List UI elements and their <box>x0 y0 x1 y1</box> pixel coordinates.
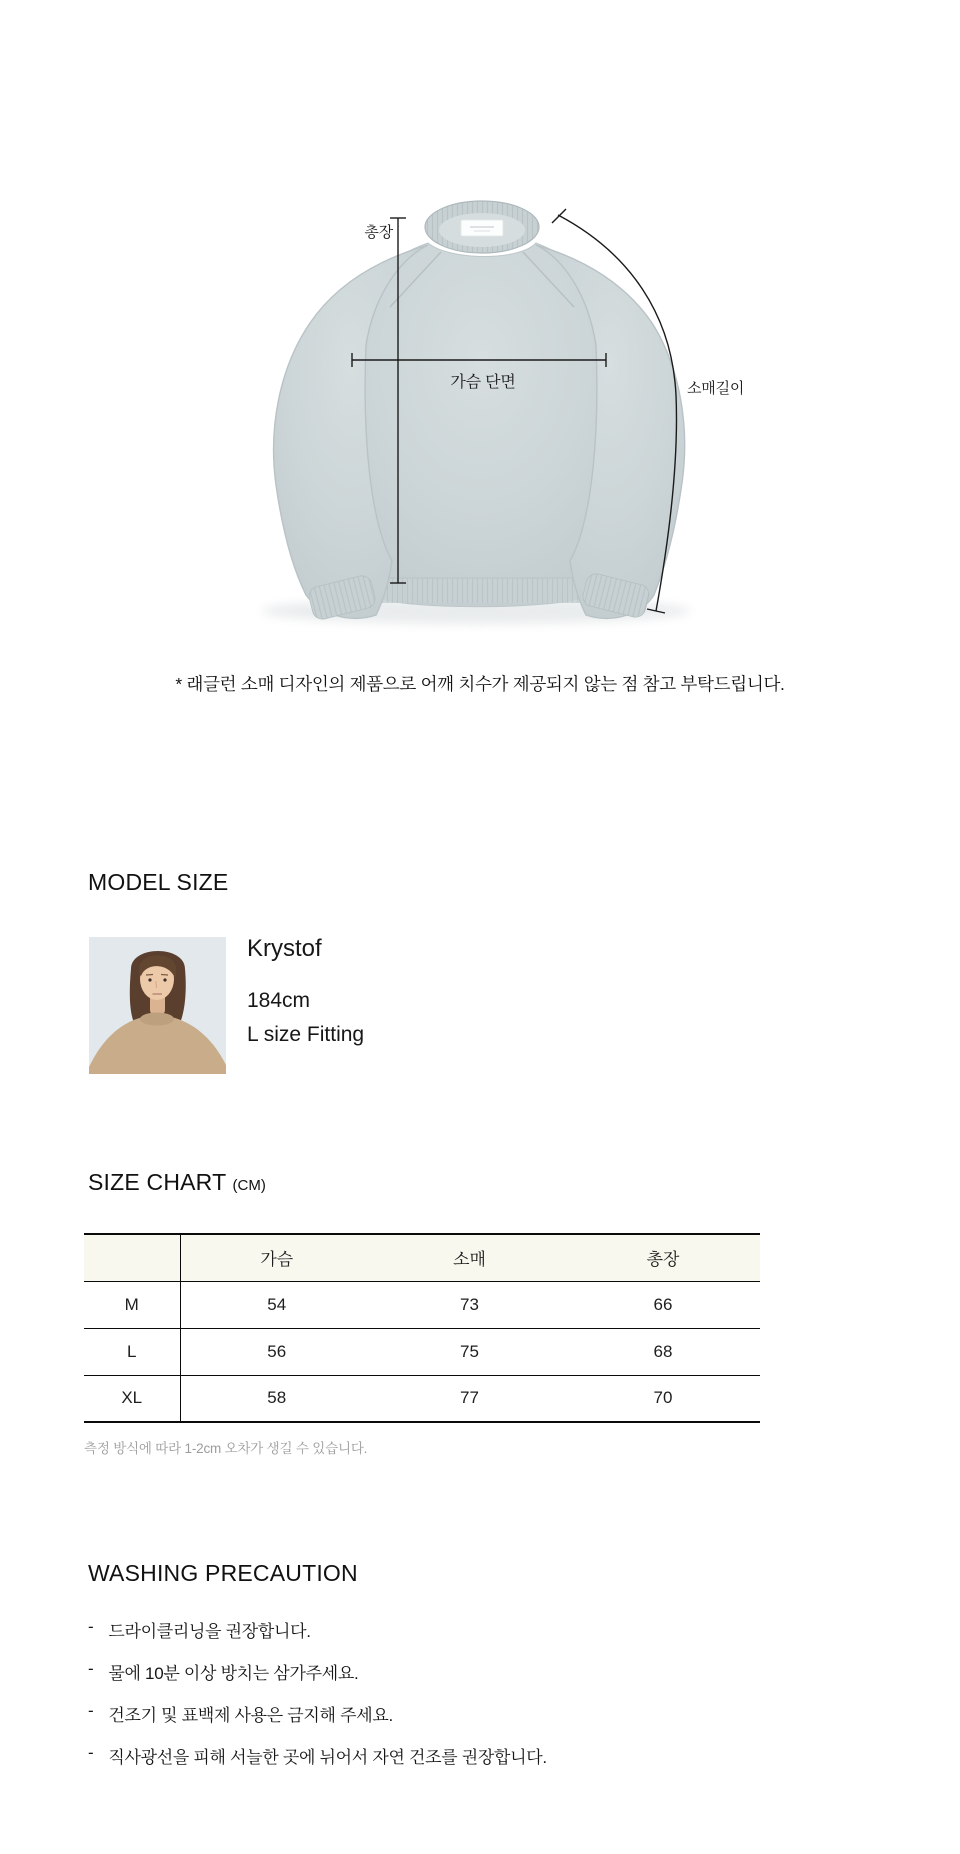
label-sleeve-length: 소매길이 <box>687 380 745 397</box>
bullet-dash: - <box>88 1617 94 1636</box>
bullet-dash: - <box>88 1659 94 1678</box>
washing-item-text: 물에 10분 이상 방치는 삼가주세요. <box>108 1664 359 1683</box>
bullet-dash: - <box>88 1701 94 1720</box>
model-photo <box>89 937 226 1074</box>
header-empty-cell <box>84 1234 180 1281</box>
model-height: 184cm <box>247 989 311 1012</box>
size-chart-title: SIZE CHART <box>88 1169 226 1195</box>
chest-value: 58 <box>267 1388 287 1408</box>
sleeve-value: 73 <box>373 1281 566 1328</box>
size-chart-table <box>84 1233 760 1423</box>
table-row <box>84 1375 760 1422</box>
sweater-body <box>351 243 612 607</box>
header-length: 총장 <box>566 1234 760 1281</box>
washing-item-text: 드라이클리닝을 권장합니다. <box>108 1622 311 1641</box>
label-total-length: 총장 <box>364 224 393 241</box>
header-sleeve: 소매 <box>373 1234 566 1281</box>
size-chart-unit: (CM) <box>232 1177 266 1194</box>
neck-brand-label <box>461 220 503 236</box>
model-portrait-illustration <box>89 937 226 1074</box>
size-label: M <box>84 1281 180 1328</box>
washing-item-text: 직사광선을 피해 서늘한 곳에 뉘어서 자연 건조를 권장합니다. <box>108 1748 547 1767</box>
washing-precaution-heading: WASHING PRECAUTION <box>88 1560 358 1586</box>
model-name: Krystof <box>247 935 322 962</box>
table-row <box>84 1281 760 1328</box>
sleeve-value: 75 <box>373 1328 566 1375</box>
length-value: 66 <box>566 1281 760 1328</box>
model-size-heading: MODEL SIZE <box>88 869 229 895</box>
sweater-hem-rib <box>368 578 598 603</box>
sweater-illustration <box>160 165 800 645</box>
size-chart-heading <box>88 1169 266 1196</box>
bullet-dash: - <box>88 1743 94 1762</box>
sweater-measure-figure <box>160 165 800 645</box>
washing-item <box>88 1743 788 1768</box>
measurement-tolerance-note: 측정 방식에 따라 1-2cm 오차가 생길 수 있습니다. <box>84 1441 368 1456</box>
model-fitting: L size Fitting <box>247 1023 365 1046</box>
length-value: 68 <box>566 1328 760 1375</box>
sleeve-value: 77 <box>460 1388 479 1408</box>
size-chart-header-row <box>84 1234 760 1281</box>
size-label: L <box>84 1328 180 1375</box>
chest-value: 54 <box>180 1281 373 1328</box>
washing-item <box>88 1617 788 1642</box>
size-label: XL <box>84 1375 180 1422</box>
table-row <box>84 1328 760 1375</box>
washing-item <box>88 1701 788 1726</box>
washing-item-text: 건조기 및 표백제 사용은 금지해 주세요. <box>108 1706 393 1725</box>
header-chest: 가슴 <box>180 1234 373 1281</box>
chest-value: 56 <box>180 1328 373 1375</box>
length-value: 70 <box>653 1388 673 1408</box>
raglan-sleeve-note: * 래글런 소매 디자인의 제품으로 어깨 치수가 제공되지 않는 점 참고 부탁드립니다. <box>175 674 785 694</box>
washing-item <box>88 1659 788 1684</box>
label-chest-width: 가슴 단면 <box>450 374 516 391</box>
